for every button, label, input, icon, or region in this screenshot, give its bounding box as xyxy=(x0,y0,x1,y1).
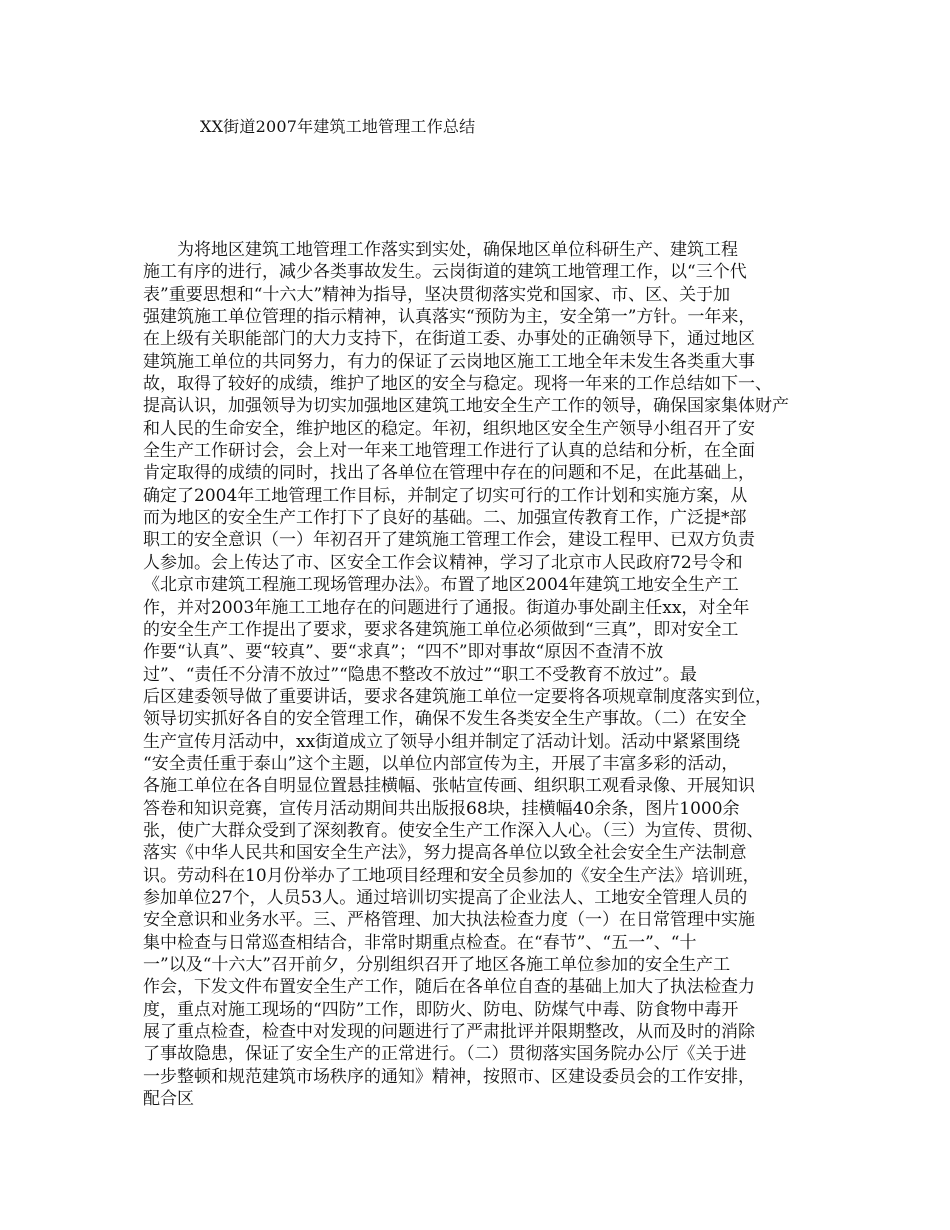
body-text-line: 后区建委领导做了重要讲话，要求各建筑施工单位一定要将各项规章制度落实到位， xyxy=(143,686,772,707)
body-text-line: 落实《中华人民共和国安全生产法》，努力提高各单位以致全社会安全生产法制意 xyxy=(143,843,747,864)
document-body xyxy=(143,239,823,1110)
body-text-line: 职工的安全意识（一）年初召开了建筑施工管理工作会，建设工程甲、已双方负责 xyxy=(143,530,755,551)
body-text-line: 度，重点对施工现场的“四防”工作，即防火、防电、防煤气中毒、防食物中毒开 xyxy=(143,999,739,1020)
body-text-line: 和人民的生命安全，维护地区的稳定。年初，组织地区安全生产领导小组召开了安 xyxy=(143,418,755,439)
body-text-line: 各施工单位在各自明显位置悬挂横幅、张帖宣传画、组织职工观看录像、开展知识 xyxy=(143,776,755,797)
body-text-line: 在上级有关职能部门的大力支持下，在街道工委、办事处的正确领导下，通过地区 xyxy=(143,329,755,350)
body-text-line: 人参加。会上传达了市、区安全工作会议精神，学习了北京市人民政府72号令和 xyxy=(143,552,743,573)
body-text-line: 确定了2004年工地管理工作目标，并制定了切实可行的工作计划和实施方案，从 xyxy=(143,485,748,506)
body-text-line: 过”、“责任不分清不放过”“隐患不整改不放过”“职工不受教育不放过”。最 xyxy=(143,664,697,685)
body-text-line: 了事故隐患，保证了安全生产的正常进行。（二）贯彻落实国务院办公厅《关于进 xyxy=(143,1044,747,1065)
body-text-line: 肯定取得的成绩的同时，找出了各单位在管理中存在的问题和不足，在此基础上， xyxy=(143,463,755,484)
body-text-line: 参加单位27个，人员53人。通过培训切实提高了企业法人、工地安全管理人员的 xyxy=(143,887,748,908)
body-text-line: 表”重要思想和“十六大”精神为指导，坚决贯彻落实党和国家、市、区、关于加 xyxy=(143,284,731,305)
body-text-line: 施工有序的进行，减少各类事故发生。云岗街道的建筑工地管理工作，以“三个代 xyxy=(143,262,747,283)
body-text-line: 领导切实抓好各自的安全管理工作，确保不发生各类安全生产事故。（二）在安全 xyxy=(143,709,747,730)
body-text-line: 建筑施工单位的共同努力，有力的保证了云岗地区施工工地全年未发生各类重大事 xyxy=(143,351,755,372)
body-text-line: 配合区 xyxy=(143,1089,194,1110)
body-text-line: 故，取得了较好的成绩，维护了地区的安全与稳定。现将一年来的工作总结如下一、 xyxy=(143,374,772,395)
body-text-line: 答卷和知识竞赛，宣传月活动期间共出版报68块，挂横幅40余条，图片1000余 xyxy=(143,798,740,819)
body-text-line: 识。劳动科在10月份举办了工地项目经理和安全员参加的《安全生产法》培训班， xyxy=(143,865,760,886)
body-text-line: 作要“认真”、要“较真”、要“求真”；“四不”即对事故“原因不查清不放 xyxy=(143,642,664,663)
body-text-line: 张，使广大群众受到了深刻教育。使安全生产工作深入人心。（三）为宣传、贯彻、 xyxy=(143,820,764,841)
body-text-line: 为将地区建筑工地管理工作落实到实处，确保地区单位科研生产、建筑工程 xyxy=(177,240,738,260)
body-text-line: “安全责任重于泰山”这个主题，以单位内部宣传为主，开展了丰富多彩的活动， xyxy=(143,753,739,774)
body-text-line: 一”以及“十六大”召开前夕，分别组织召开了地区各施工单位参加的安全生产工 xyxy=(143,955,731,975)
body-text-line: 强建筑施工单位管理的指示精神，认真落实“预防为主，安全第一”方针。一年来， xyxy=(143,307,756,328)
body-text-line: 展了重点检查，检查中对发现的问题进行了严肃批评并限期整改，从而及时的消除 xyxy=(143,1022,755,1043)
body-text-line: 一步整顿和规范建筑市场秩序的通知》精神，按照市、区建设委员会的工作安排， xyxy=(143,1066,755,1087)
body-text-line: 集中检查与日常巡查相结合，非常时期重点检查。在“春节”、“五一”、“十 xyxy=(143,932,697,953)
body-text-line: 全生产工作研讨会，会上对一年来工地管理工作进行了认真的总结和分析，在全面 xyxy=(143,441,755,462)
body-text-line: 作，并对2003年施工工地存在的问题进行了通报。街道办事处副主任xx，对全年 xyxy=(143,597,750,618)
body-text-line: 的安全生产工作提出了要求，要求各建筑施工单位必须做到“三真”，即对安全工 xyxy=(143,619,739,640)
body-text-line: 《北京市建筑工程施工现场管理办法》。布置了地区2004年建筑工地安全生产工 xyxy=(143,575,739,596)
body-text-line: 安全意识和业务水平。三、严格管理、加大执法检查力度（一）在日常管理中实施 xyxy=(143,910,755,931)
body-text-line: 提高认识，加强领导为切实加强地区建筑工地安全生产工作的领导，确保国家集体财产 xyxy=(143,396,789,417)
body-text-line: 作会，下发文件布置安全生产工作，随后在各单位自查的基础上加大了执法检查力 xyxy=(143,977,755,998)
body-text-line: 生产宣传月活动中，xx街道成立了领导小组并制定了活动计划。活动中紧紧围绕 xyxy=(143,731,741,752)
body-text-line: 而为地区的安全生产工作打下了良好的基础。二、加强宣传教育工作，广泛提*部 xyxy=(143,508,747,529)
document-title: XX街道2007年建筑工地管理工作总结 xyxy=(200,117,476,136)
